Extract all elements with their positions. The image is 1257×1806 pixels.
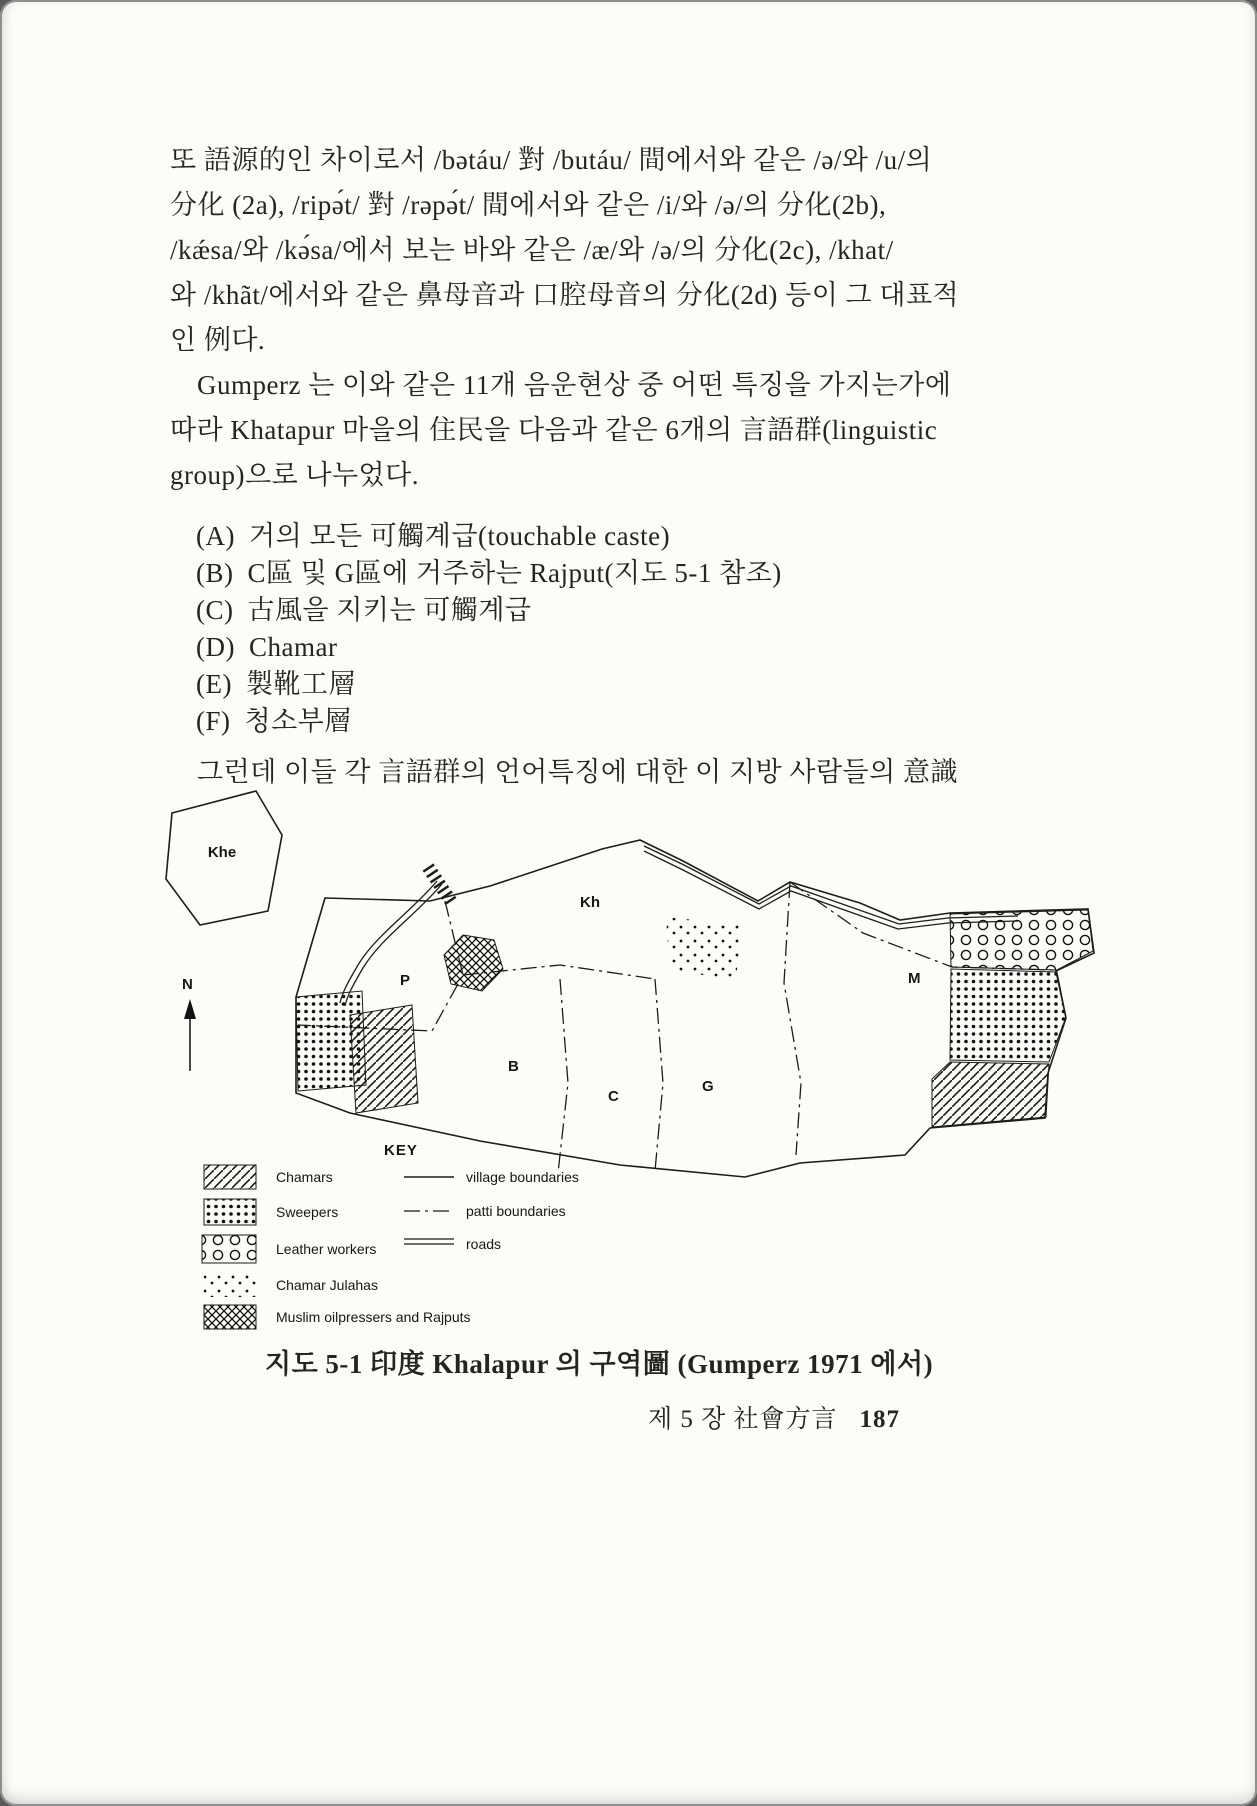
list-item-label: (A) <box>196 521 235 551</box>
patti-line <box>655 979 663 1171</box>
map-pattern-regions <box>296 910 1093 1127</box>
list-item-label: (D) <box>196 632 235 662</box>
map-caption: 지도 5-1 印度 Khalapur 의 구역圖 (Gumperz 1971 에서) <box>265 1349 934 1379</box>
khe-hamlet <box>166 791 282 925</box>
map-figure <box>160 783 1257 1348</box>
text-line: 인 例다. <box>170 325 266 355</box>
paragraph-2 <box>170 363 1097 498</box>
text-line: /kǽsa/와 /kə́sa/에서 보는 바와 같은 /æ/와 /ə/의 分化(2c), /khat/ <box>170 235 894 265</box>
region-label-g: G <box>702 1078 714 1095</box>
paragraph-1 <box>170 138 1097 363</box>
text-line: group)으로 나누었다. <box>170 460 419 490</box>
list-item-label: (B) <box>196 558 234 588</box>
chamars-area-west <box>350 1005 418 1113</box>
list-item-text: 청소부層 <box>244 706 352 736</box>
key-swatch-sweepers <box>204 1199 256 1225</box>
key-label-chamars: Chamars <box>276 1169 333 1185</box>
text-line: 分化 (2a), /ripə́t/ 對 /rəpə́t/ 間에서와 같은 /i/와 /ə/의 分化(2b), <box>170 190 887 220</box>
road-west-parallel <box>345 884 442 1006</box>
list-item-text: 古風을 지키는 可觸계급 <box>247 595 532 625</box>
list-item <box>196 592 1097 629</box>
chamar-julahas-area <box>666 917 742 979</box>
north-label: N <box>182 976 193 993</box>
list-item-text: 거의 모든 可觸계급(touchable caste) <box>248 521 671 551</box>
page-number: 187 <box>859 1406 900 1433</box>
key-swatch-leather-workers <box>202 1235 256 1263</box>
north-arrow-head <box>184 999 196 1019</box>
khe-label: Khe <box>207 844 237 861</box>
list-item <box>196 555 1097 592</box>
text-line: 따라 Khatapur 마을의 住民을 다음과 같은 6개의 言語群(linguistic <box>170 415 938 445</box>
key-swatch-chamar-julahas <box>204 1273 256 1297</box>
list-item-text: Chamar <box>248 632 338 662</box>
key-label-leather-workers: Leather workers <box>276 1241 377 1257</box>
key-label-village-boundaries: village boundaries <box>466 1169 579 1185</box>
key-title: KEY <box>384 1142 418 1159</box>
region-label-kh: Kh <box>580 894 600 911</box>
map-key <box>202 1142 579 1329</box>
list-item-text: C區 및 G區에 거주하는 Rajput(지도 5-1 참조) <box>247 558 782 588</box>
list-item-label: (C) <box>196 595 234 625</box>
page-footer <box>0 1399 1257 1435</box>
list-item <box>196 629 1097 666</box>
body-text <box>0 0 1257 795</box>
list-item-label: (F) <box>196 706 231 736</box>
key-label-patti-boundaries: patti boundaries <box>466 1203 566 1219</box>
key-label-roads: roads <box>466 1236 502 1252</box>
region-label-p: P <box>400 972 411 989</box>
text-line: 와 /khãt/에서와 같은 鼻母音과 口腔母音의 分化(2d) 등이 그 대표적 <box>170 280 960 310</box>
key-label-muslim-oilpressers: Muslim oilpressers and Rajputs <box>276 1309 471 1325</box>
linguistic-group-list <box>196 518 1097 740</box>
chamars-area-east <box>932 1062 1049 1127</box>
list-item-label: (E) <box>196 669 232 699</box>
key-label-chamar-julahas: Chamar Julahas <box>276 1277 378 1293</box>
text-line: Gumperz 는 이와 같은 11개 음운현상 중 어떤 특징을 가지는가에 <box>197 370 952 400</box>
patti-line <box>558 979 568 1173</box>
region-label-c: C <box>608 1088 619 1105</box>
village-map <box>160 783 1100 1343</box>
key-swatch-muslim-oilpressers <box>204 1305 256 1329</box>
leather-workers-area <box>950 910 1093 970</box>
key-swatch-chamars <box>204 1165 256 1189</box>
muslim-oilpressers-area <box>444 935 503 991</box>
sweepers-area-east <box>950 969 1066 1062</box>
chapter-title: 제 5 장 社會方言 <box>647 1406 838 1433</box>
region-label-m: M <box>908 970 921 987</box>
patti-line <box>784 882 801 1155</box>
list-item <box>196 666 1097 703</box>
north-arrow-icon <box>182 976 196 1071</box>
region-label-b: B <box>508 1058 519 1075</box>
list-item <box>196 703 1097 740</box>
text-line: 그런데 이들 각 言語群의 언어특징에 대한 이 지방 사람들의 意識 <box>197 757 958 787</box>
text-line: 또 語源的인 차이로서 /bətáu/ 對 /butáu/ 間에서와 같은 /ə/와 /u/의 <box>170 145 933 175</box>
list-item <box>196 518 1097 555</box>
road-crossing-mark <box>428 867 452 903</box>
region-labels <box>400 894 921 1105</box>
key-label-sweepers: Sweepers <box>276 1204 339 1220</box>
list-item-text: 製靴工層 <box>245 669 356 699</box>
